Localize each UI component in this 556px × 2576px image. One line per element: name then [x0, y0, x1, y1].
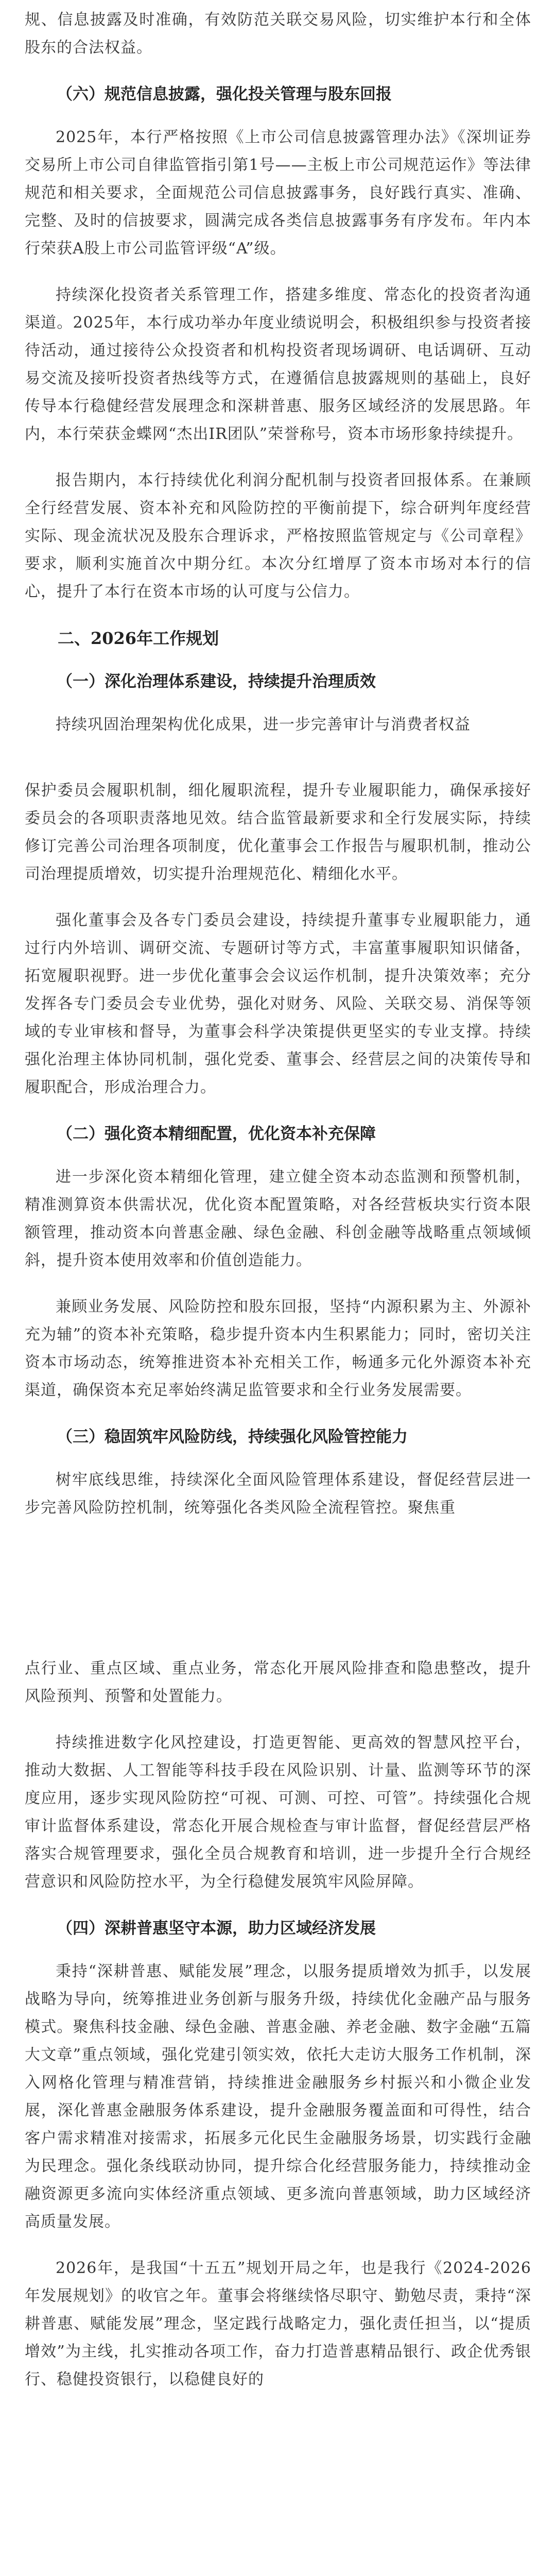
heading-capital: （二）强化资本精细配置，优化资本补充保障 — [57, 1125, 376, 1143]
heading-2026-plan: 二、2026年工作规划 — [58, 629, 219, 648]
paragraph-capital-supplement: 兼顾业务发展、风险防控和股东回报，坚持“内源积累为主、外源补充为辅”的资本补充策略，稳步提升资本内生积累能力；同时，密切关注资本市场动态，统筹推进资本补充相关工作，畅通多元化外源资本补充渠道，确保资本充足率始终满足监管要求和全行业务发展需要。 — [25, 1298, 531, 1399]
paragraph-dividend: 报告期内，本行持续优化利润分配机制与投资者回报体系。在兼顾全行经营发展、资本补充和风险防控的平衡前提下，综合研判年度经营实际、现金流状况及股东合理诉求，严格按照监管规定与《公司章程》要求，顺利实施首次中期分红。本次分红增厚了资本市场对本行的信心，提升了本行在资本市场的认可度与公信力。 — [25, 471, 531, 601]
heading-disclosure: （六）规范信息披露，强化投关管理与股东回报 — [57, 85, 392, 104]
heading-inclusive-finance: （四）深耕普惠坚守本源，助力区域经济发展 — [57, 1919, 376, 1938]
paragraph-digital-risk: 持续推进数字化风控建设，打造更智能、更高效的智慧风控平台，推动大数据、人工智能等科技手段在风险识别、计量、监测等环节的深度应用，逐步实现风险防控“可视、可测、可控、可管”。持续强化合规审计监督体系建设，常态化开展合规检查与审计监督，督促经营层严格落实合规管理要求，强化全员合规教育和培训，进一步提升全行合规经营意识和风险防控水平，为全行稳健发展筑牢风险屏障。 — [25, 1734, 531, 1891]
report-section-part1 — [25, 6, 531, 757]
paragraph-investor-relations: 持续深化投资者关系管理工作，搭建多维度、常态化的投资者沟通渠道。2025年，本行成功举办年度业绩说明会，积极组织参与投资者接待活动，通过接待公众投资者和机构投资者现场调研、电话调研、互动易交流及接听投资者热线等方式，在遵循信息披露规则的基础上，良好传导本行稳健经营发展理念和深耕普惠、服务区域经济的发展思路。年内，本行荣获金蝶网“杰出IR团队”荣誉称号，资本市场形象持续提升。 — [25, 286, 531, 443]
report-section-part3 — [25, 1655, 531, 2412]
heading-governance: （一）深化治理体系建设，持续提升治理质效 — [57, 672, 376, 691]
paragraph-disclosure: 2025年，本行严格按照《上市公司信息披露管理办法》《深圳证券交易所上市公司自律监管指引第1号——主板上市公司规范运作》等法律规范和相关要求，全面规范公司信息披露事务，良好践行真实、准确、完整、及时的信披要求，圆满完成各类信息披露事务有序发布。年内本行荣获A股上市公司监管评级“A”级。 — [25, 128, 531, 258]
report-section-part2 — [25, 777, 531, 1540]
heading-risk: （三）稳固筑牢风险防线，持续强化风险管控能力 — [57, 1428, 408, 1446]
paragraph-governance-start: 持续巩固治理架构优化成果，进一步完善审计与消费者权益 — [56, 716, 471, 734]
paragraph-capital-management: 进一步深化资本精细化管理，建立健全资本动态监测和预警机制，精准测算资本供需状况，优化资本配置策略，对各经营板块实行资本限额管理，推动资本向普惠金融、绿色金融、科创金融等战略重点领域倾斜，提升资本使用效率和价值创造能力。 — [25, 1168, 531, 1269]
paragraph-risk-continued: 点行业、重点区域、重点业务，常态化开展风险排查和隐患整改，提升风险预判、预警和处置能力。 — [25, 1659, 531, 1705]
paragraph-continued: 规、信息披露及时准确，有效防范关联交易风险，切实维护本行和全体股东的合法权益。 — [25, 11, 531, 57]
paragraph-2026-outlook: 2026年，是我国“十五五”规划开局之年，也是我行《2024-2026年发展规划》的收官之年。董事会将继续恪尽职守、勤勉尽责，秉持“深耕普惠、赋能发展”理念，坚定践行战略定力，强化责任担当，以“提质增效”为主线，扎实推动各项工作，奋力打造普惠精品银行、政企优秀银行、稳健投资银行，以稳健良好的 — [25, 2259, 531, 2388]
paragraph-committee: 保护委员会履职机制，细化履职流程，提升专业履职能力，确保承接好委员会的各项职责落地见效。结合监管最新要求和全行发展实际，持续修订完善公司治理各项制度，优化董事会工作报告与履职机制，推动公司治理提质增效，切实提升治理规范化、精细化水平。 — [25, 782, 531, 883]
paragraph-inclusive-finance: 秉持“深耕普惠、赋能发展”理念，以服务提质增效为抓手，以发展战略为导向，统筹推进业务创新与服务升级，持续优化金融产品与服务模式。聚焦科技金融、绿色金融、普惠金融、养老金融、数字金融“五篇大文章”重点领域，强化党建引领实效，依托大走访大服务工作机制，深入网格化管理与精准营销，持续推进金融服务乡村振兴和小微企业发展，深化普惠金融服务体系建设，提升金融服务覆盖面和可得性，结合客户需求精准对接需求，拓展多元化民生金融服务场景，切实践行金融为民理念。强化条线联动协同，提升综合化经营服务能力，持续推动金融资源更多流向实体经济重点领域、更多流向普惠领域，助力区域经济高质量发展。 — [25, 1962, 531, 2231]
paragraph-board: 强化董事会及各专门委员会建设，持续提升董事专业履职能力，通过行内外培训、调研交流、专题研讨等方式，丰富董事履职知识储备，拓宽履职视野。进一步优化董事会会议运作机制，提升决策效率；充分发挥各专门委员会专业优势，强化对财务、风险、关联交易、消保等领域的专业审核和督导，为董事会科学决策提供更坚实的专业支撑。持续强化治理主体协同机制，强化党委、董事会、经营层之间的决策传导和履职配合，形成治理合力。 — [25, 911, 531, 1096]
paragraph-risk-start: 树牢底线思维，持续深化全面风险管理体系建设，督促经营层进一步完善风险防控机制，统筹强化各类风险全流程管控。聚焦重 — [25, 1471, 531, 1517]
